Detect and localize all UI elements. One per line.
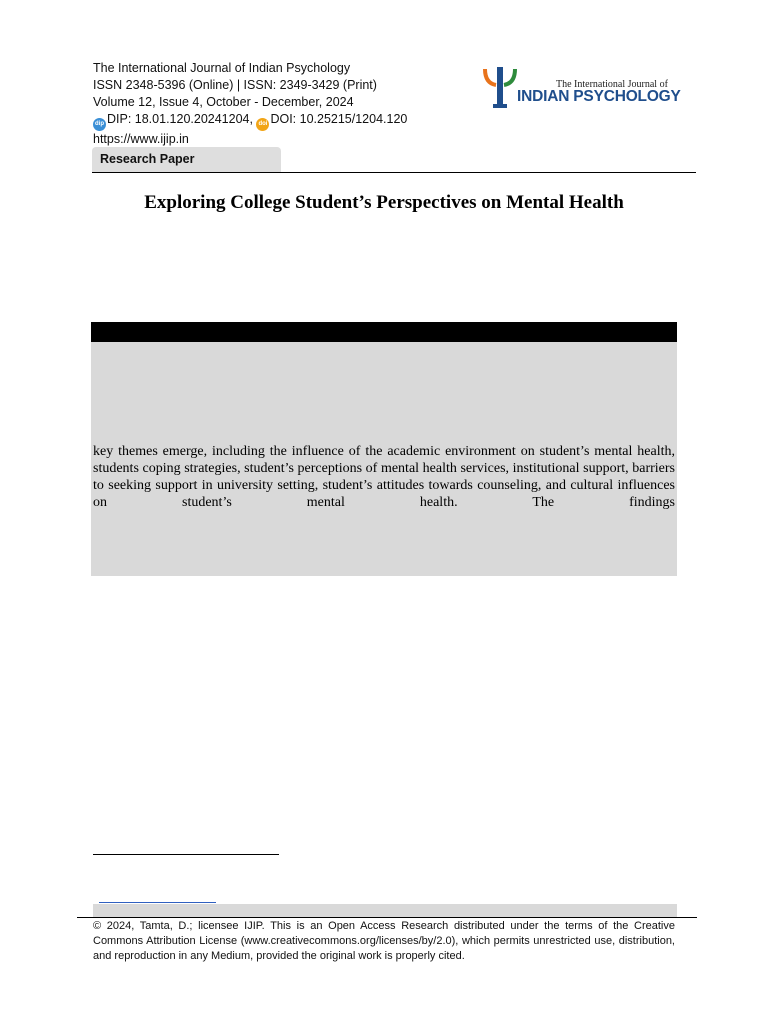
journal-logo <box>482 66 682 110</box>
footnote-strip <box>93 904 677 917</box>
logo-line-2: INDIAN PSYCHOLOGY <box>517 88 681 105</box>
issn-line: ISSN 2348-5396 (Online) | ISSN: 2349-3429 (Print) <box>93 78 377 92</box>
header-divider <box>92 172 696 173</box>
volume-line: Volume 12, Issue 4, October - December, 2024 <box>93 95 354 109</box>
doi-badge-icon: doi <box>256 118 269 131</box>
journal-name: The International Journal of Indian Psychology <box>93 61 351 75</box>
doi-link[interactable]: DOI: 10.25215/1204.120 <box>270 112 408 126</box>
logo-line-1: The International Journal of <box>556 79 668 90</box>
journal-url-link[interactable]: https://www.ijip.in <box>93 132 189 146</box>
copyright-notice: © 2024, Tamta, D.; licensee IJIP. This is an Open Access Research distributed under the terms of the Creative Commons Attribution License (www.creativecommons.org/licenses/by/2.0), which permits unrestricted use, distribution, and reproduction in any Medium, provided the original work is properly cited. <box>93 920 675 962</box>
article-type-label: Research Paper <box>100 152 195 166</box>
article-type-tab <box>92 147 281 172</box>
identifier-line <box>93 111 407 131</box>
abstract-header-bar <box>91 322 677 342</box>
abstract-text: key themes emerge, including the influence of the academic environment on student’s mental health, students coping strategies, student’s perceptions of mental health services, institutional support, barriers to seeking support in university setting, student’s attitudes towards counseling, and cultural influences on student’s mental health. The findings <box>93 444 675 510</box>
dip-text: DIP: 18.01.120.20241204, <box>107 112 253 126</box>
psi-logo-icon <box>482 66 518 110</box>
footnote-link-underline[interactable] <box>99 902 216 903</box>
journal-header <box>93 60 407 148</box>
paper-title: Exploring College Student’s Perspectives on Mental Health <box>144 192 624 213</box>
dip-badge-icon: dip <box>93 118 106 131</box>
footnote-divider <box>93 854 279 855</box>
footer-divider <box>77 917 697 918</box>
